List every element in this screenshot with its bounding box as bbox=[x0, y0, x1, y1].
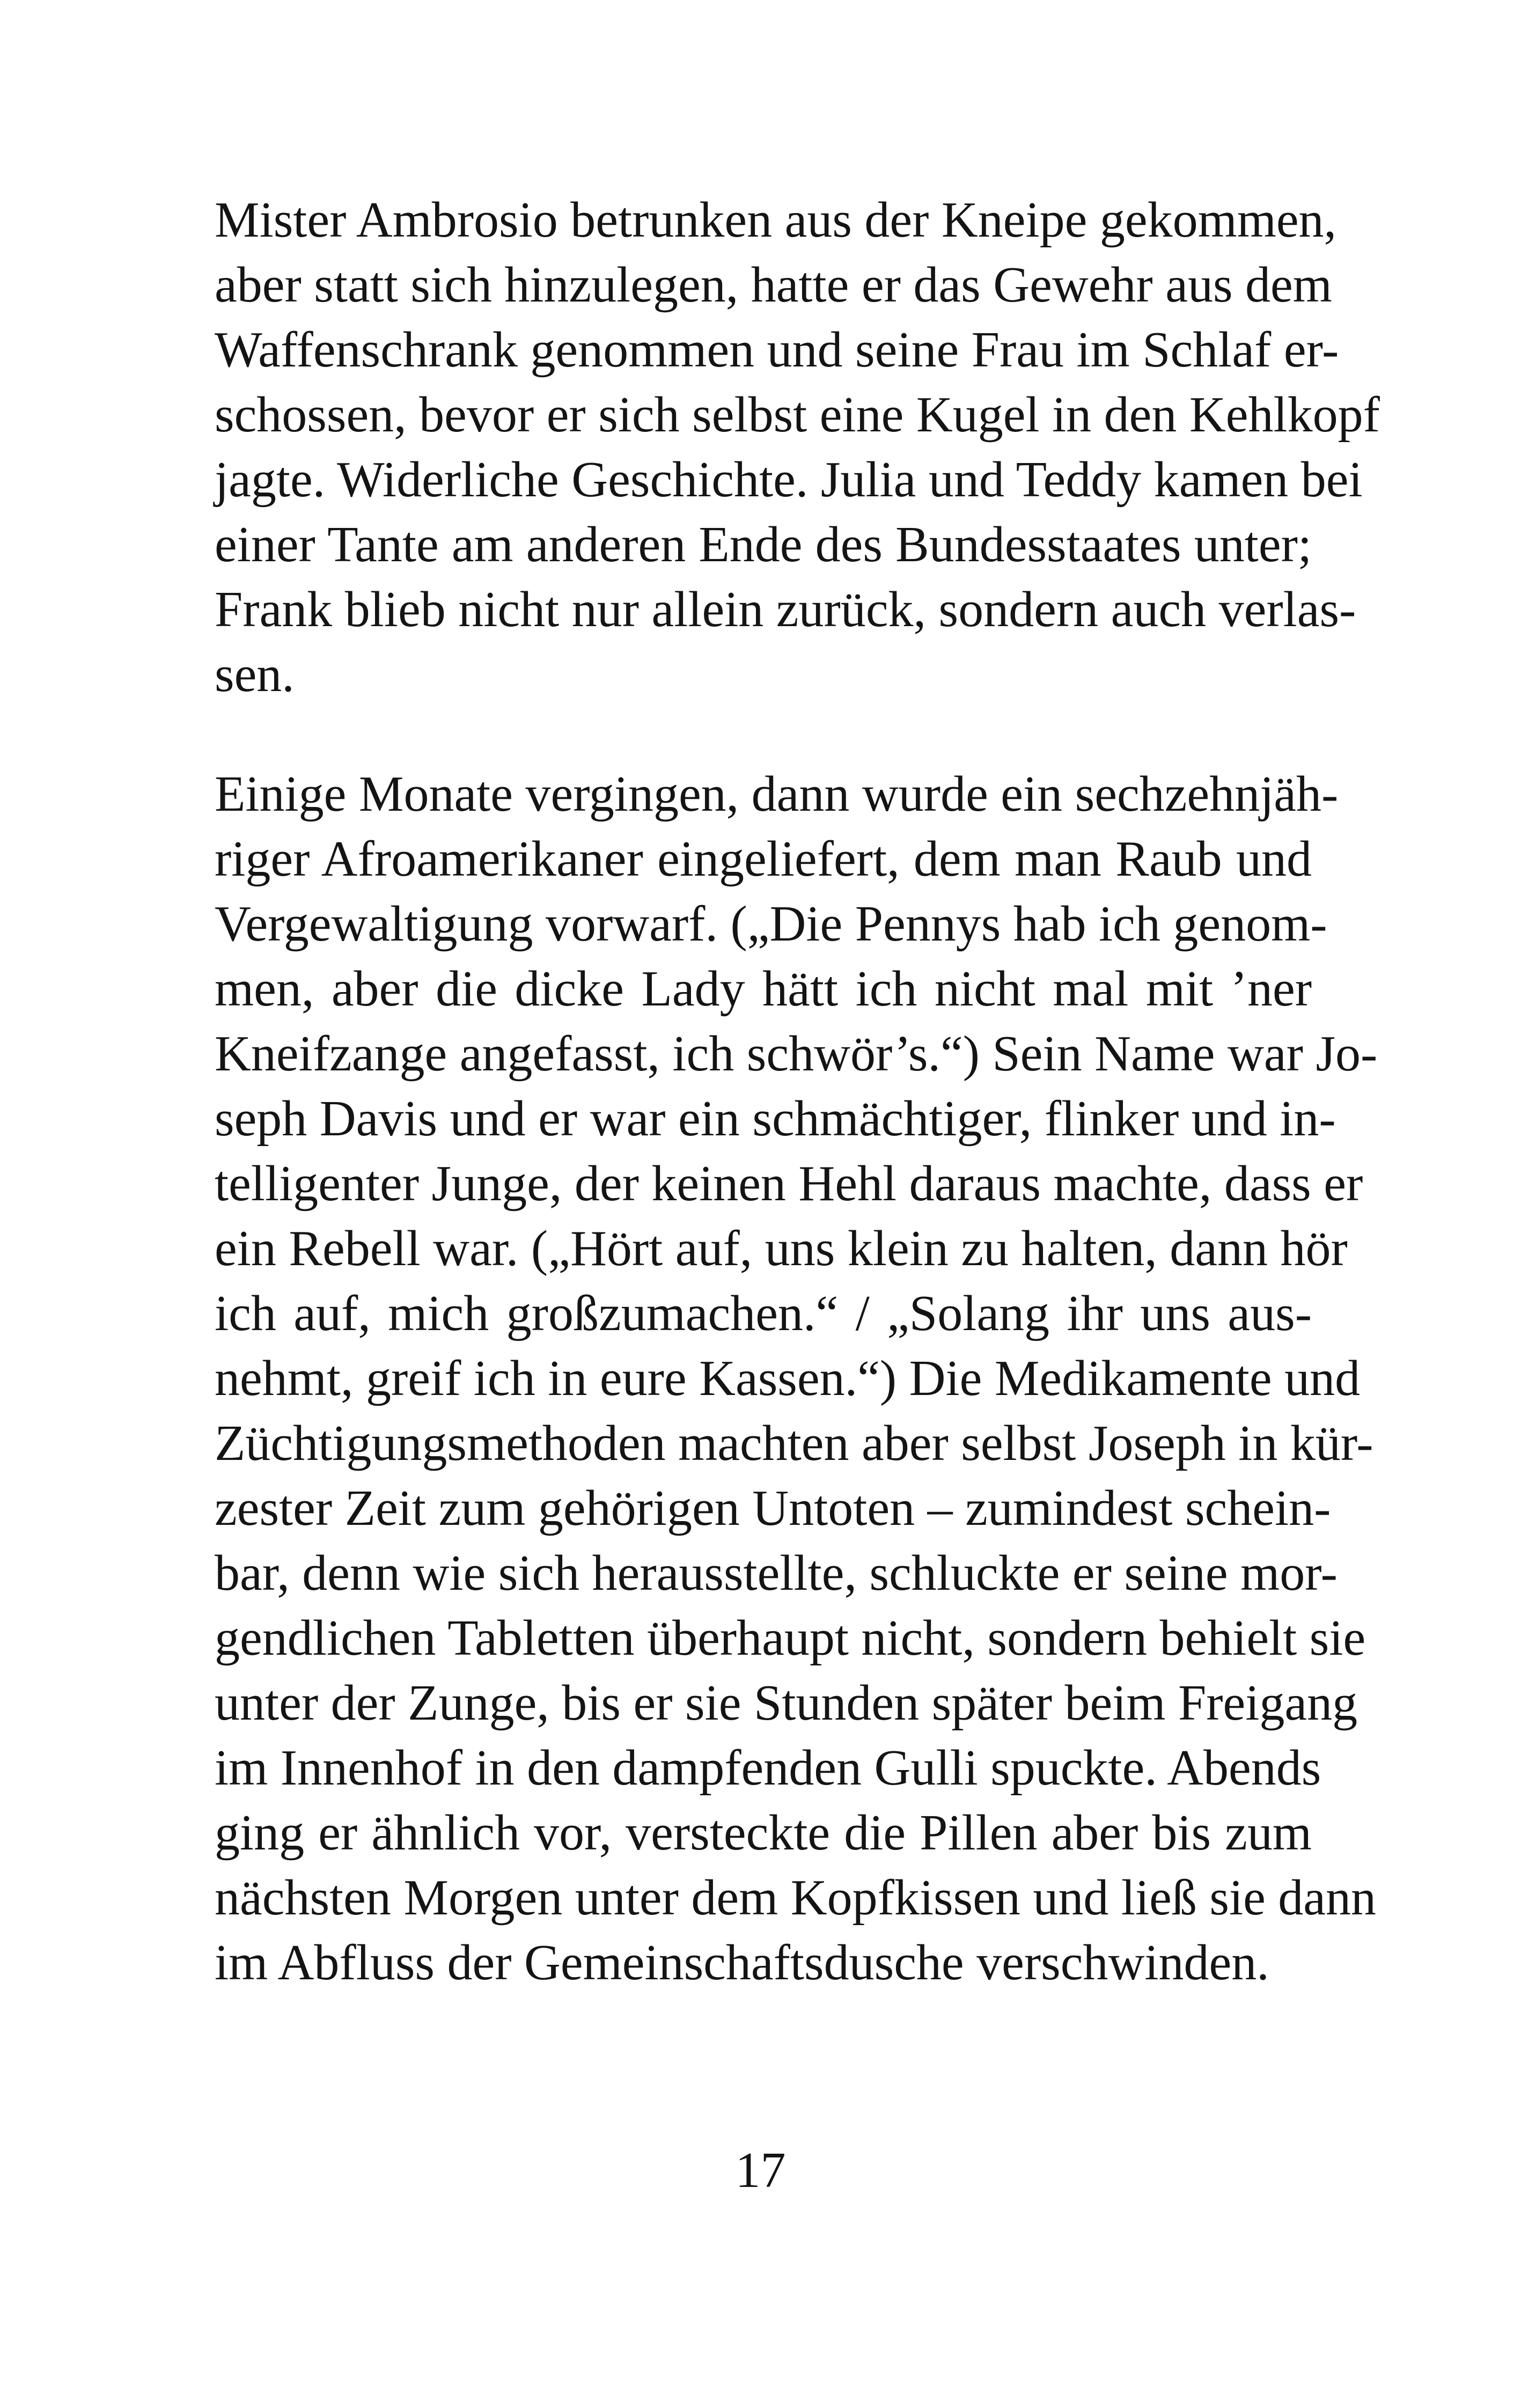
text-line: ging er ähnlich vor, versteckte die Pillen aber bis zum bbox=[215, 1805, 1312, 1861]
text-line: aber statt sich hinzulegen, hatte er das Gewehr aus dem bbox=[215, 257, 1332, 313]
text-line: gendlichen Tabletten überhaupt nicht, sondern behielt sie bbox=[215, 1610, 1366, 1666]
text-line: ich auf, mich großzumachen.“ / „Solang ihr uns aus- bbox=[215, 1286, 1312, 1341]
text-line: schossen, bevor er sich selbst eine Kugel in den Kehlkopf bbox=[215, 387, 1380, 443]
text-line: im Abfluss der Gemeinschaftsdusche verschwinden. bbox=[215, 1935, 1269, 1991]
text-line: ein Rebell war. („Hört auf, uns klein zu halten, dann hör bbox=[215, 1221, 1348, 1276]
text-line: men, aber die dicke Lady hätt ich nicht mal mit ’ner bbox=[215, 961, 1312, 1017]
text-line: Frank blieb nicht nur allein zurück, sondern auch verlas- bbox=[215, 582, 1356, 637]
text-line: bar, denn wie sich herausstellte, schluckte er seine mor- bbox=[215, 1545, 1338, 1601]
text-line: im Innenhof in den dampfenden Gulli spuckte. Abends bbox=[215, 1740, 1321, 1796]
text-line: nächsten Morgen unter dem Kopfkissen und ließ sie dann bbox=[215, 1870, 1377, 1926]
page-number: 17 bbox=[735, 2142, 786, 2198]
text-line: seph Davis und er war ein schmächtiger, flinker und in- bbox=[215, 1091, 1336, 1147]
text-line: zester Zeit zum gehörigen Untoten – zumindest schein- bbox=[215, 1480, 1331, 1536]
text-line: sen. bbox=[215, 647, 295, 702]
text-line: unter der Zunge, bis er sie Stunden später beim Freigang bbox=[215, 1675, 1358, 1731]
text-line: Züchtigungsmethoden machten aber selbst Joseph in kür- bbox=[215, 1415, 1373, 1471]
text-line: Vergewaltigung vorwarf. („Die Pennys hab ich genom- bbox=[215, 896, 1327, 952]
text-line: Waffenschrank genommen und seine Frau im Schlaf er- bbox=[215, 322, 1339, 378]
text-line: Einige Monate vergingen, dann wurde ein sechzehnjäh- bbox=[215, 766, 1339, 822]
paragraph-2 bbox=[215, 762, 1378, 1995]
text-line: telligenter Junge, der keinen Hehl daraus machte, dass er bbox=[215, 1156, 1363, 1212]
text-line: nehmt, greif ich in eure Kassen.“) Die Medikamente und bbox=[215, 1350, 1361, 1406]
paragraph-1 bbox=[215, 188, 1380, 707]
text-line: einer Tante am anderen Ende des Bundesstaates unter; bbox=[215, 517, 1312, 572]
text-line: Kneifzange angefasst, ich schwör’s.“) Sein Name war Jo- bbox=[215, 1026, 1378, 1082]
text-line: riger Afroamerikaner eingeliefert, dem man Raub und bbox=[215, 831, 1312, 887]
text-line: jagte. Widerliche Geschichte. Julia und Teddy kamen bei bbox=[215, 452, 1363, 508]
text-line: Mister Ambrosio betrunken aus der Kneipe gekommen, bbox=[215, 192, 1337, 248]
